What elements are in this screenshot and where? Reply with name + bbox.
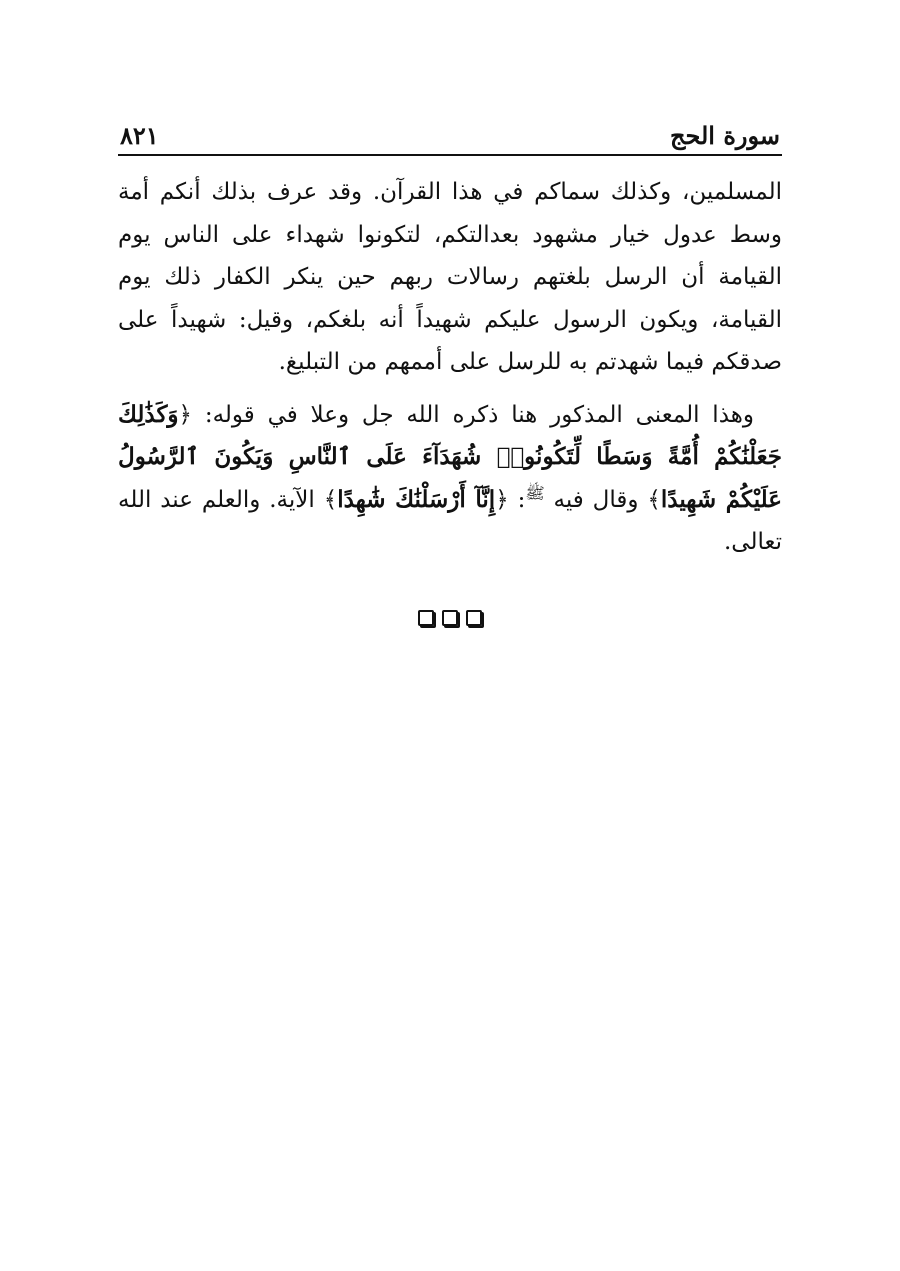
page-number: ٨٢١	[120, 121, 159, 150]
paragraph-2-ending: الآية. والعلم عند الله تعالى.	[118, 486, 782, 555]
square-icon	[466, 610, 482, 626]
book-page	[118, 110, 782, 626]
ornate-bracket-open: ﴿	[178, 401, 193, 428]
quran-verse-2: إِنَّآ أَرْسَلْنَٰكَ شَٰهِدًا	[337, 485, 496, 513]
square-icon	[442, 610, 458, 626]
surah-title: سورة الحج	[670, 121, 780, 150]
paragraph-2	[118, 394, 782, 564]
page-header	[118, 110, 782, 148]
honorific-symbol: ﷺ	[525, 482, 545, 502]
paragraph-1-text: المسلمين، وكذلك سماكم في هذا القرآن. وقد عرف بذلك أنكم أمة وسط عدول خيار مشهود بعدالتكم، لتكونوا شهداء على الناس يوم القيامة أن الرسل بلغتهم رسالات ربهم حين ينكر الكفار ذلك يوم القيامة، ويكون الرسول عليكم شهيداً أنه بلغكم، وقيل: شهيداً على صدقكم فيما شهدتم به للرسل على أممهم من التبليغ.	[118, 179, 782, 375]
paragraph-1	[118, 171, 782, 384]
ornate-bracket-close: ﴾	[647, 486, 661, 513]
quran-verse-1: وَكَذَٰلِكَ جَعَلْنَٰكُمْ أُمَّةً وَسَطًا لِّتَكُونُوا۟ شُهَدَآءَ عَلَى ٱلنَّاسِ وَيَكُونَ ٱلرَّسُولُ عَلَيْكُمْ شَهِيدًا	[118, 400, 783, 513]
ornate-bracket-open-2: ﴿	[495, 486, 509, 513]
square-icon	[418, 610, 434, 626]
paragraph-2-intro: وهذا المعنى المذكور هنا ذكره الله جل وعلا في قوله:	[204, 401, 755, 428]
header-rule	[118, 154, 782, 156]
colon: :	[517, 486, 526, 513]
ornate-bracket-close-2: ﴾	[323, 486, 338, 513]
section-separator	[118, 610, 782, 626]
paragraph-2-middle: وقال فيه	[553, 486, 639, 513]
